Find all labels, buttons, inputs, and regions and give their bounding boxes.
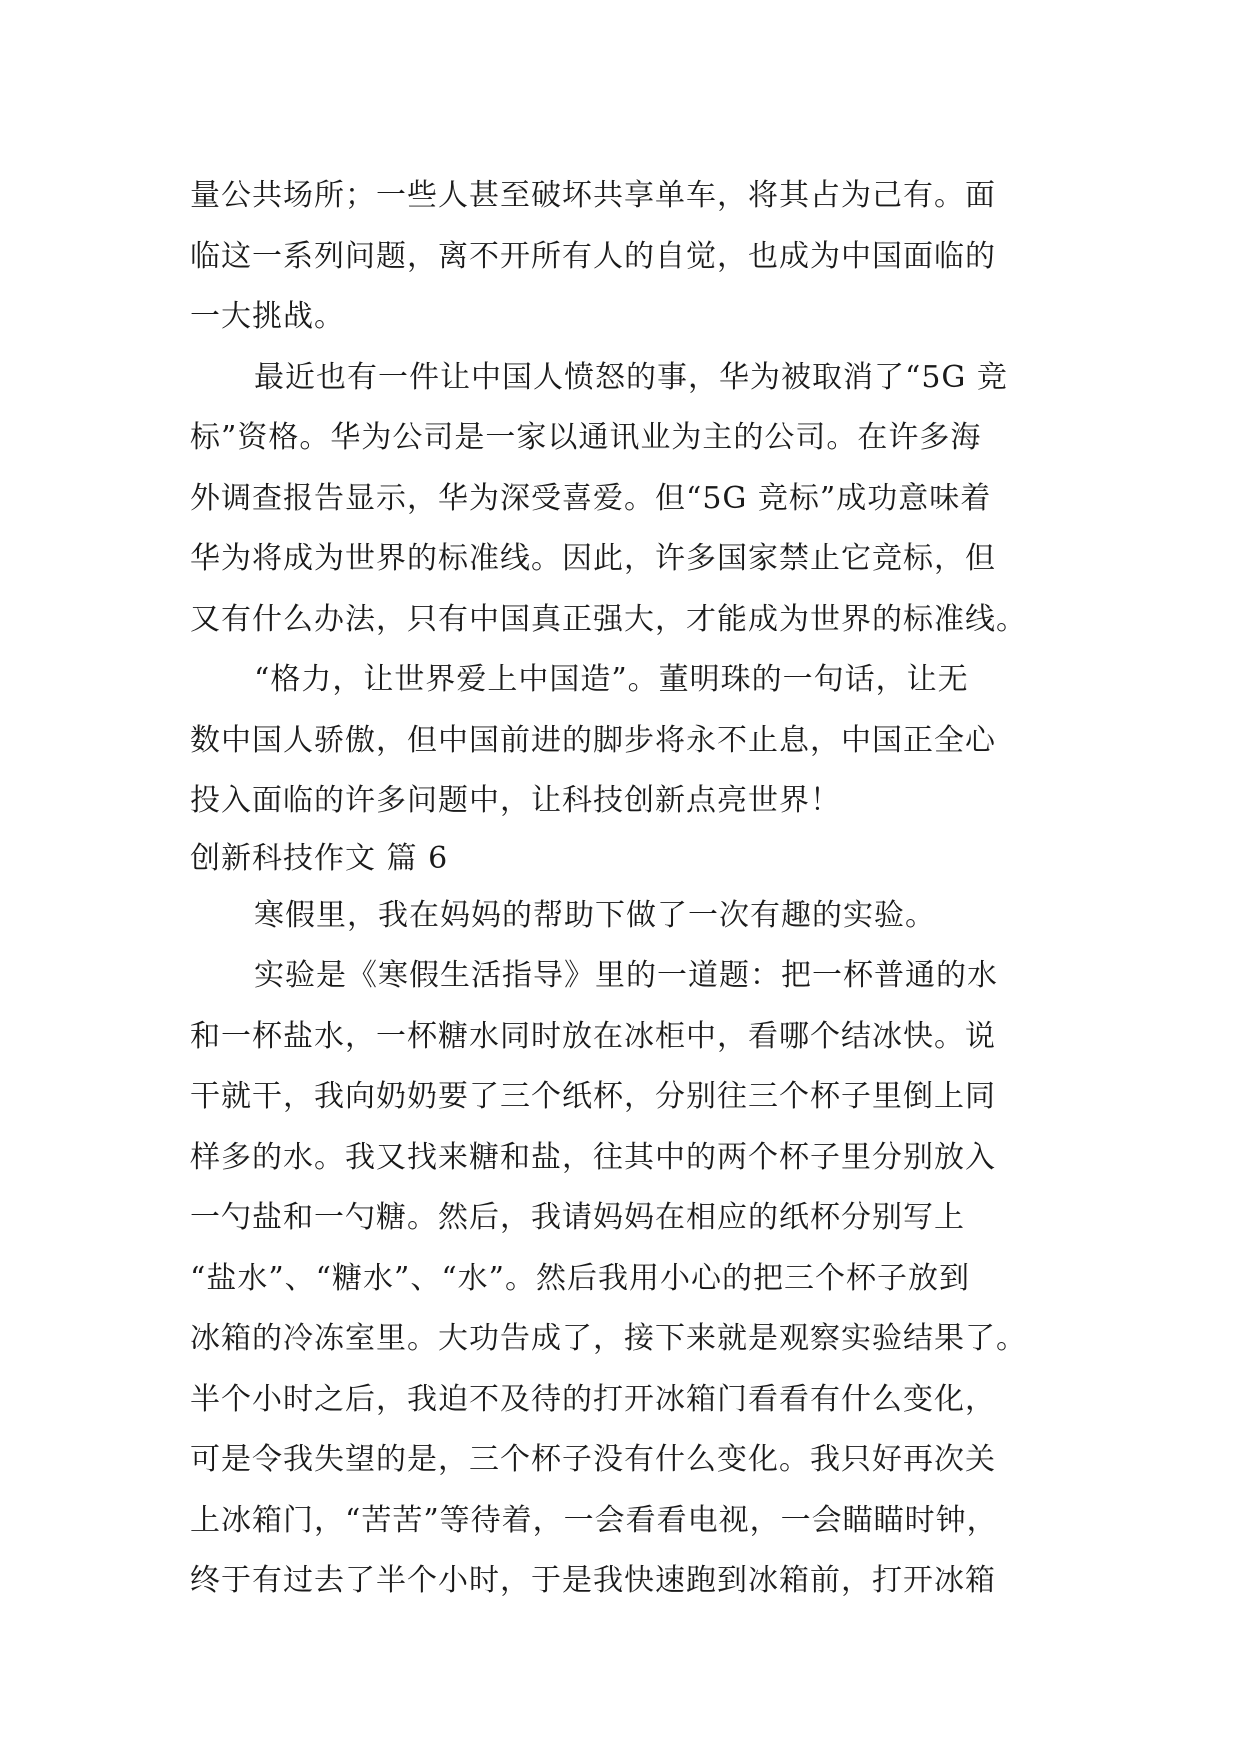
paragraph xyxy=(190,166,1060,348)
text-line: 外调查报告显示，华为深受喜爱。但“5G 竞标”成功意味着 xyxy=(190,480,992,516)
text-line: 冰箱的冷冻室里。大功告成了，接下来就是观察实验结果了。 xyxy=(190,1321,1027,1356)
paragraph xyxy=(190,650,1060,832)
document-body xyxy=(190,166,1060,1612)
text-line: 和一杯盐水，一杯糖水同时放在冰柜中，看哪个结冰快。说 xyxy=(190,1018,996,1054)
text-line: 一勺盐和一勺糖。然后，我请妈妈在相应的纸杯分别写上 xyxy=(190,1200,965,1235)
text-line: 半个小时之后，我迫不及待的打开冰箱门看看有什么变化， xyxy=(190,1381,996,1417)
paragraph xyxy=(190,886,1060,947)
text-line: 寒假里，我在妈妈的帮助下做了一次有趣的实验。 xyxy=(254,897,936,933)
text-line: 临这一系列问题，离不开所有人的自觉，也成为中国面临的 xyxy=(190,238,996,274)
text-line: 又有什么办法，只有中国真正强大，才能成为世界的标准线。 xyxy=(190,601,1027,637)
paragraph xyxy=(190,348,1060,651)
text-line: 标”资格。华为公司是一家以通讯业为主的公司。在许多海 xyxy=(190,420,982,455)
text-line: 一大挑战。 xyxy=(190,299,345,334)
text-line: 可是令我失望的是，三个杯子没有什么变化。我只好再次关 xyxy=(190,1442,996,1477)
text-line: 华为将成为世界的标准线。因此，许多国家禁止它竞标，但 xyxy=(190,541,996,576)
text-line: 实验是《寒假生活指导》里的一道题：把一杯普通的水 xyxy=(254,958,998,993)
text-line: “盐水”、“糖水”、“水”。然后我用小心的把三个杯子放到 xyxy=(190,1260,971,1296)
text-line: 上冰箱门，“苦苦”等待着，一会看看电视，一会瞄瞄时钟， xyxy=(190,1502,998,1538)
paragraph xyxy=(190,946,1060,1612)
text-line: 样多的水。我又找来糖和盐，往其中的两个杯子里分别放入 xyxy=(190,1139,996,1175)
text-line: 量公共场所；一些人甚至破坏共享单车，将其占为己有。面 xyxy=(190,178,996,213)
text-line: 干就干，我向奶奶要了三个纸杯，分别往三个杯子里倒上同 xyxy=(190,1079,996,1114)
text-line: 数中国人骄傲，但中国前进的脚步将永不止息，中国正全心 xyxy=(190,722,996,758)
text-line: “格力，让世界爱上中国造”。董明珠的一句话，让无 xyxy=(254,662,969,697)
section-heading: 创新科技作文 篇 6 xyxy=(190,840,449,876)
text-line: 最近也有一件让中国人愤怒的事，华为被取消了“5G 竞 xyxy=(254,359,1008,395)
text-line: 终于有过去了半个小时，于是我快速跑到冰箱前，打开冰箱 xyxy=(190,1563,996,1598)
text-line: 投入面临的许多问题中，让科技创新点亮世界！ xyxy=(190,783,841,818)
